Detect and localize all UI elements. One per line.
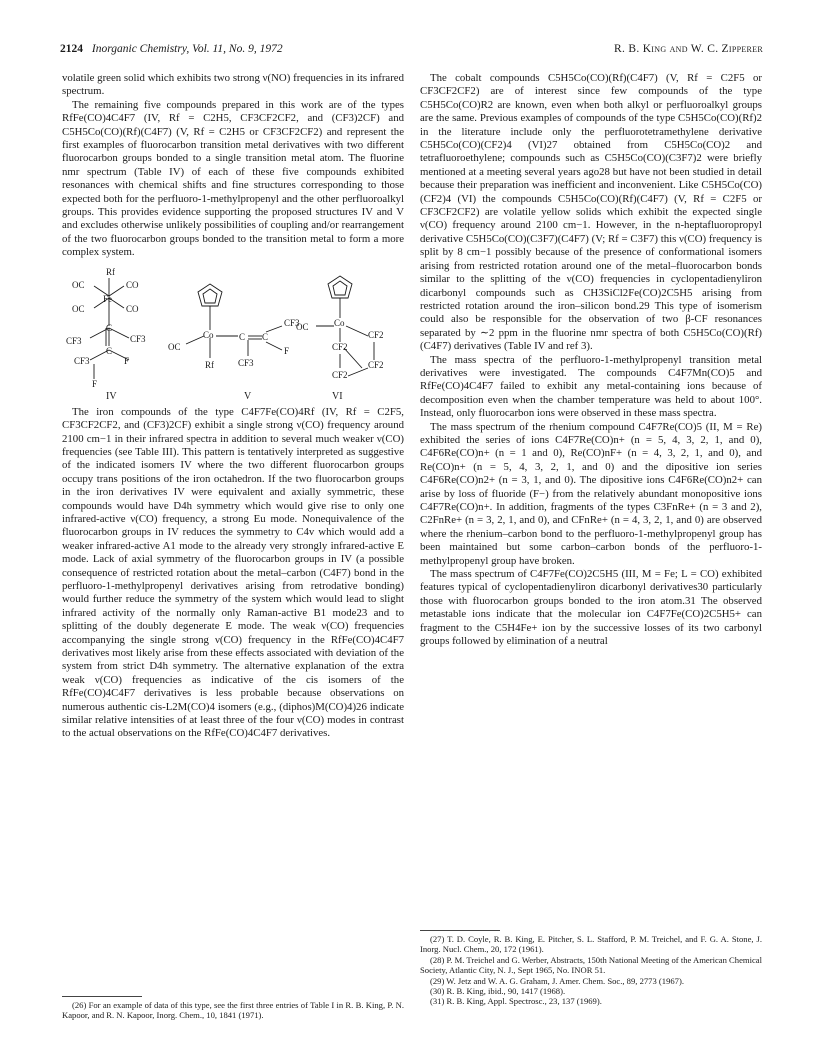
atom-oc: OC xyxy=(72,279,85,290)
atom-co: Co xyxy=(203,329,214,340)
atom-cf2: CF2 xyxy=(368,359,384,370)
paragraph: The remaining five compounds prepared in this work are of the types RfFe(CO)4C4F7 (IV, Rf = C2H5, CF3CF2CF2, and (CF3)2CF) and C5H5Co(CO)(Rf)(C4F7) (V, Rf = C2H5 or CF3CF2CF2) and represent the first examples of fluorocarbon transition metal derivatives with two different fluorocarbon groups bonded to a single transition metal atom. The fluorine nmr spectrum (Table IV) of each of these five compounds exhibited resonances with chemical shifts and fine structures corresponding to those expected both for the perfluoro-1-methylpropenyl and the other perfluoroalkyl groups. This provides evidence supporting the proposed structures IV and V and excludes otherwise unlikely possibilities of coupling and/or rearrangement of the two fluorocarbon groups bonded to the transition metal to form a more complex system. xyxy=(62,98,404,259)
atom-rf: Rf xyxy=(106,266,115,277)
atom-oc: OC xyxy=(296,321,309,332)
structure-v xyxy=(186,284,282,358)
atom-co: CO xyxy=(126,279,139,290)
right-column xyxy=(420,72,762,648)
atom-cf2: CF2 xyxy=(332,369,348,380)
footnote: (31) R. B. King, Appl. Spectrosc., 23, 137 (1969). xyxy=(430,996,602,1007)
label-vi: VI xyxy=(332,390,343,402)
label-v: V xyxy=(244,390,252,402)
footnote: (28) P. M. Treichel and G. Werber, Abstracts, 150th National Meeting of the American Chemical Society, Atlantic City, N. J., Sept 1965, No. INOR 51. xyxy=(420,954,762,976)
page-header xyxy=(60,43,763,59)
running-authors: R. B. King and W. C. Zipperer xyxy=(614,43,763,55)
footnote-rule xyxy=(420,930,500,931)
atom-cf3: CF3 xyxy=(130,333,146,344)
atom-cf2: CF2 xyxy=(368,329,384,340)
paragraph: The mass spectrum of C4F7Fe(CO)2C5H5 (III, M = Fe; L = CO) exhibited features typical of cyclopentadienyliron dicarbonyl derivatives30 particularly those with fluorocarbon groups bonded to the iron atom.31 The observed metastable ions indicate that the molecular ion C4F7Fe(CO)2C5H5+ can fragment to the C5H4Fe+ ion by the successive losses of its two carbonyl groups followed by elimination of a neutral xyxy=(420,568,762,648)
paragraph: The iron compounds of the type C4F7Fe(CO)4Rf (IV, Rf = C2F5, CF3CF2CF2, and (CF3)2CF) exhibit a single strong ν(CO) frequency around 2100 cm−1 in their infrared spectra in addition to several much weaker ν(CO) frequencies (see Table III). This pattern is tentatively interpreted as suggestive of the indicated isomers IV where the two different fluorocarbon groups occupy trans positions of the iron octahedron. If the two fluorocarbon groups in the iron derivatives IV were equivalent and axially symmetric, these compounds would have D4h symmetry which would give rise to only one infrared-active ν(CO) frequency, a strong Eu mode. Nonequivalence of the fluorocarbon groups in IV reduces the symmetry to C4v which would add a weaker infrared-active A1 mode to the already very strongly infrared-active E mode. Lack of axial symmetry of the fluorocarbon groups in IV (a possible consequence of restricted rotation about the metal–carbon (C4F7) bond in the perfluoro-1-methylpropenyl derivatives arising from retrodative bonding) would further reduce the symmetry of the system which would lead to slight infrared activity of the normally only Raman-active B1 mode23 and to splitting of the doubly degenerate E mode. The weak ν(CO) frequencies accompanying the single strong ν(CO) frequency in the RfFe(CO)4C4F7 derivatives most likely arise from these effects associated with deviation of the system from strict D4h symmetry. The alternative explanation of the extra weak ν(CO) frequencies as indicative of the cis isomers of the RfFe(CO)4C4F7 derivatives is less probable because observations on numerous authentic cis-L2M(CO)4 isomers (e.g., (diphos)M(CO)4)26 indicate similar relative intensities of at least three of the four ν(CO) modes in contrast to the actual observations on the RfFe(CO)4C4F7 derivatives. xyxy=(62,405,404,740)
atom-rf: Rf xyxy=(205,359,214,370)
atom-oc: OC xyxy=(168,341,181,352)
structures-figure xyxy=(62,264,404,402)
paragraph: The mass spectra of the perfluoro-1-methylpropenyl transition metal derivatives were investigated. The compounds C4F7Mn(CO)5 and RfFe(CO)4C4F7 failed to exhibit any metal-containing ions because of decomposition even when the chamber temperature was held to about 100°. Instead, only fluorocarbon ions were observed in these mass spectra. xyxy=(420,353,762,420)
footnote: (30) R. B. King, ibid., 90, 1417 (1968). xyxy=(430,986,566,997)
left-footnotes xyxy=(62,990,404,1021)
atom-c: C xyxy=(262,331,269,342)
paragraph: The mass spectrum of the rhenium compound C4F7Re(CO)5 (II, M = Re) exhibited the series of ions C4F7Re(CO)n+ (n = 5, 4, 3, 2, 1, and 0), C4F6Re(CO)n+ (n = 1 and 0), Re(CO)nF+ (n = 4, 3, 2, 1, and 0), and Re(CO)n+ (n = 5, 4, 3, 2, 1, and 0) and the dipositive ion series C4F6Re(CO)n2+ (n = 3, 1, and 0). The dipositive ions C4F6Re(CO)n2+ can arise by loss of fluoride (F−) from the relatively abundant monopositive ions C4F7Re(CO)n+. In addition, fragments of the types C3FnRe+ (n = 3 and 2), C2FnRe+ (n = 3, 2, 1, and 0), and CFnRe+ (n = 4, 3, 2, 1, and 0) are observed where the rhenium–carbon bond to the perfluoro-1-methylpropenyl group has been maintained but some carbon–carbon bonds of the perfluoro-1-methylpropenyl group have broken. xyxy=(420,420,762,567)
atom-oc: OC xyxy=(72,303,85,314)
footnote: (27) T. D. Coyle, R. B. King, E. Pitcher, S. L. Stafford, P. M. Treichel, and F. G. A. Stone, J. Inorg. Nucl. Chem., 20, 172 (1961). xyxy=(420,934,762,955)
footnote: (26) For an example of data of this type, see the first three entries of Table I in R. B. King, P. N. Kapoor, and R. N. Kapoor, Inorg. Chem., 10, 1841 (1971). xyxy=(62,1000,404,1021)
right-footnotes xyxy=(420,924,762,1007)
atom-cf3: CF3 xyxy=(74,355,90,366)
atom-f: F xyxy=(92,378,98,389)
left-column xyxy=(62,72,404,741)
paragraph: The cobalt compounds C5H5Co(CO)(Rf)(C4F7) (V, Rf = C2F5 or CF3CF2CF2) are of interest since few compounds of the type C5H5Co(CO)R2 are known, even when both alkyl or perfluoroalkyl groups are the same. Previous examples of compounds of the type C5H5Co(CO)(Rf)2 in the literature include only the perfluorotetramethylene derivative C5H5Co(CO)(CF2)4 (VI)27 obtained from C5H5Co(CO)2 and tetrafluoroethylene; compounds such as C5H5Co(CO)(C3F7)2 were briefly mentioned at a meeting several years ago28 but have not been studied in detail because their preparation was inefficient and inconvenient. Like C5H5Co(CO)(CF2)4 (VI) the compounds C5H5Co(CO)(Rf)(C4F7) (V, Rf = C2F5 or CF3CF2CF2) are volatile yellow solids which exhibit the expected single ν(CO) frequency around 2100 cm−1. However, in the n-heptafluoropropyl derivative C5H5Co(CO)(C3F7)(C4F7) (V; Rf = C3F7) this ν(CO) frequency is split by 8 cm−1 possibly because of the presence of conformational isomers arising from restricted rotation around one of the metal–fluorocarbon bonds similar to the splitting of the ν(CO) frequencies in cyclopentadienyliron dicarbonyl compounds such as CH3SiCl2Fe(CO)2C5H5 arising from restricted rotation around the iron–silicon bond.29 This type of isomerism could also be responsible for the observation of two β-CF resonances separated by ∼2 ppm in the fluorine nmr spectra of both C5H5Co(CO)(Rf)(C4F7) derivatives (Table IV and ref 3). xyxy=(420,72,762,353)
label-iv: IV xyxy=(106,390,117,402)
atom-c: C xyxy=(106,345,113,356)
atom-cf3: CF3 xyxy=(284,317,300,328)
structure-vi xyxy=(316,276,374,376)
atom-cf2: CF2 xyxy=(332,341,348,352)
atom-f: F xyxy=(284,345,290,356)
page-number: 2124 xyxy=(60,43,83,55)
atom-co: CO xyxy=(126,303,139,314)
atom-cf3: CF3 xyxy=(66,335,82,346)
atom-fe: Fe xyxy=(103,293,112,304)
structure-diagrams xyxy=(62,264,404,402)
atom-c: C xyxy=(239,331,246,342)
journal-title: Inorganic Chemistry, Vol. 11, No. 9, 1972 xyxy=(91,43,283,55)
footnote: (29) W. Jetz and W. A. G. Graham, J. Amer. Chem. Soc., 89, 2773 (1967). xyxy=(430,975,684,986)
paragraph: volatile green solid which exhibits two strong ν(NO) frequencies in its infrared spectrum. xyxy=(62,72,404,98)
atom-f: F xyxy=(124,355,130,366)
atom-co: Co xyxy=(334,317,345,328)
atom-c: C xyxy=(106,322,113,333)
footnote-rule xyxy=(62,996,142,997)
atom-cf3: CF3 xyxy=(238,357,254,368)
